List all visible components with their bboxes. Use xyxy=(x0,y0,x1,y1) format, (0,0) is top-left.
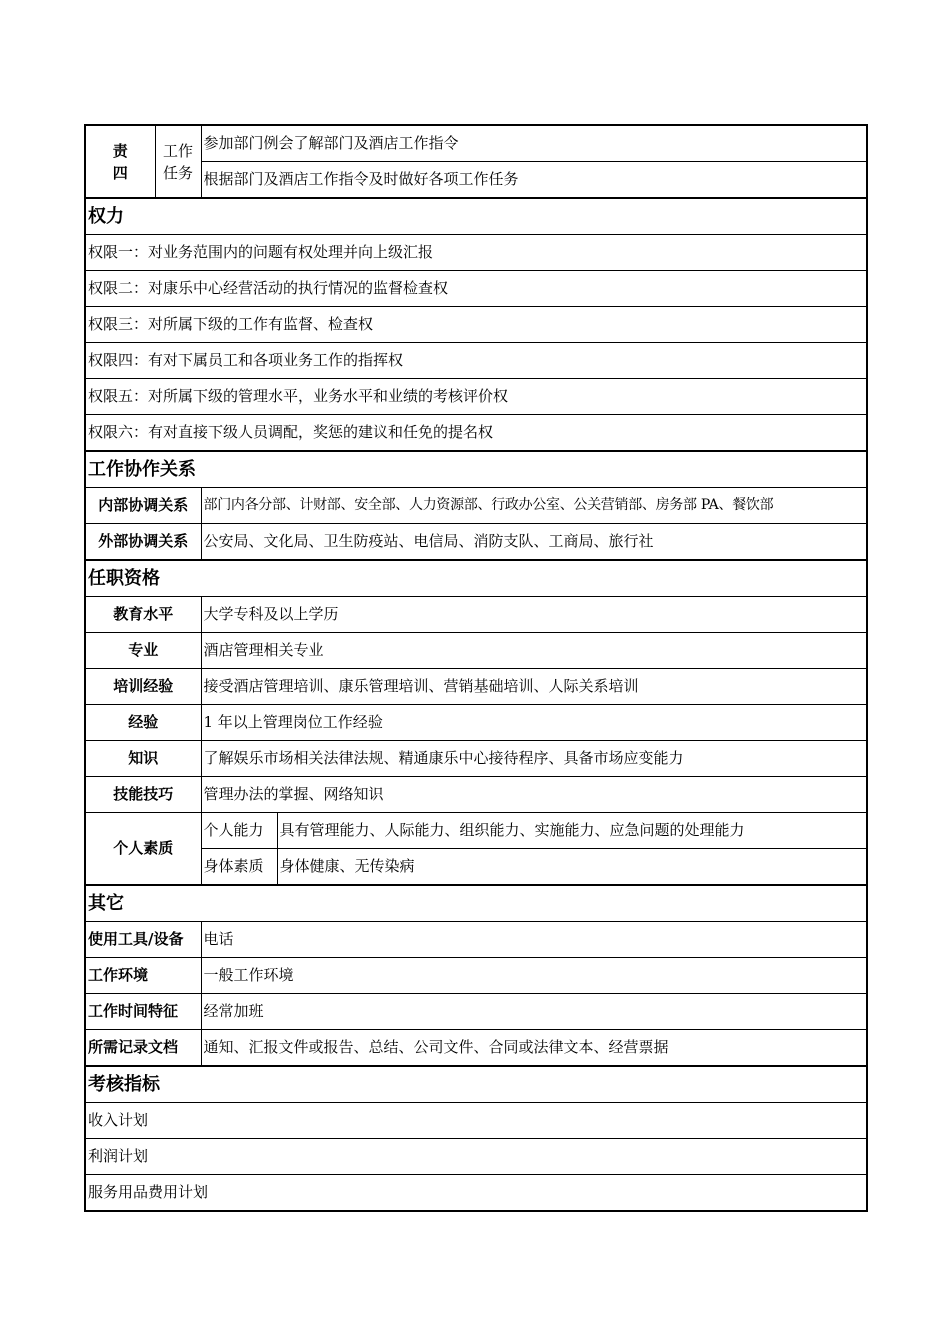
duty-task-1: 参加部门例会了解部门及酒店工作指令 xyxy=(201,125,867,162)
skills-label: 技能技巧 xyxy=(85,777,201,813)
experience-label: 经验 xyxy=(85,705,201,741)
other-section-title: 其它 xyxy=(85,885,867,922)
physical-quality-label: 身体素质 xyxy=(201,849,277,886)
personal-quality-label: 个人素质 xyxy=(85,813,201,886)
knowledge-value: 了解娱乐市场相关法律法规、精通康乐中心接待程序、具备市场应变能力 xyxy=(201,741,867,777)
education-label: 教育水平 xyxy=(85,597,201,633)
environment-value: 一般工作环境 xyxy=(201,958,867,994)
work-time-value: 经常加班 xyxy=(201,994,867,1030)
training-label: 培训经验 xyxy=(85,669,201,705)
kpi-item: 利润计划 xyxy=(85,1139,867,1175)
qualifications-section-title: 任职资格 xyxy=(85,560,867,597)
authority-section-title: 权力 xyxy=(85,198,867,235)
duty-sub-label: 工作 任务 xyxy=(155,125,201,198)
authority-item: 权限二：对康乐中心经营活动的执行情况的监督检查权 xyxy=(85,271,867,307)
training-value: 接受酒店管理培训、康乐管理培训、营销基础培训、人际关系培训 xyxy=(201,669,867,705)
authority-item: 权限六：有对直接下级人员调配，奖惩的建议和任免的提名权 xyxy=(85,415,867,452)
duty-section-label: 责 四 xyxy=(85,125,155,198)
work-time-label: 工作时间特征 xyxy=(85,994,201,1030)
experience-value: 1 年以上管理岗位工作经验 xyxy=(201,705,867,741)
environment-label: 工作环境 xyxy=(85,958,201,994)
skills-value: 管理办法的掌握、网络知识 xyxy=(201,777,867,813)
kpi-item: 收入计划 xyxy=(85,1103,867,1139)
external-relations-label: 外部协调关系 xyxy=(85,524,201,561)
relations-section-title: 工作协作关系 xyxy=(85,451,867,488)
records-label: 所需记录文档 xyxy=(85,1030,201,1067)
authority-item: 权限三：对所属下级的工作有监督、检查权 xyxy=(85,307,867,343)
kpi-section-title: 考核指标 xyxy=(85,1066,867,1103)
authority-item: 权限一：对业务范围内的问题有权处理并向上级汇报 xyxy=(85,235,867,271)
job-description-table xyxy=(84,124,868,1212)
major-value: 酒店管理相关专业 xyxy=(201,633,867,669)
major-label: 专业 xyxy=(85,633,201,669)
tools-value: 电话 xyxy=(201,922,867,958)
knowledge-label: 知识 xyxy=(85,741,201,777)
authority-item: 权限四：有对下属员工和各项业务工作的指挥权 xyxy=(85,343,867,379)
kpi-item: 服务用品费用计划 xyxy=(85,1175,867,1212)
duty-task-2: 根据部门及酒店工作指令及时做好各项工作任务 xyxy=(201,162,867,199)
external-relations-value: 公安局、文化局、卫生防疫站、电信局、消防支队、工商局、旅行社 xyxy=(201,524,867,561)
tools-label: 使用工具/设备 xyxy=(85,922,201,958)
education-value: 大学专科及以上学历 xyxy=(201,597,867,633)
personal-ability-value: 具有管理能力、人际能力、组织能力、实施能力、应急问题的处理能力 xyxy=(277,813,867,849)
personal-ability-label: 个人能力 xyxy=(201,813,277,849)
internal-relations-value: 部门内各分部、计财部、安全部、人力资源部、行政办公室、公关营销部、房务部 PA、餐饮部 xyxy=(201,488,867,524)
records-value: 通知、汇报文件或报告、总结、公司文件、合同或法律文本、经营票据 xyxy=(201,1030,867,1067)
authority-item: 权限五：对所属下级的管理水平，业务水平和业绩的考核评价权 xyxy=(85,379,867,415)
internal-relations-label: 内部协调关系 xyxy=(85,488,201,524)
physical-quality-value: 身体健康、无传染病 xyxy=(277,849,867,886)
